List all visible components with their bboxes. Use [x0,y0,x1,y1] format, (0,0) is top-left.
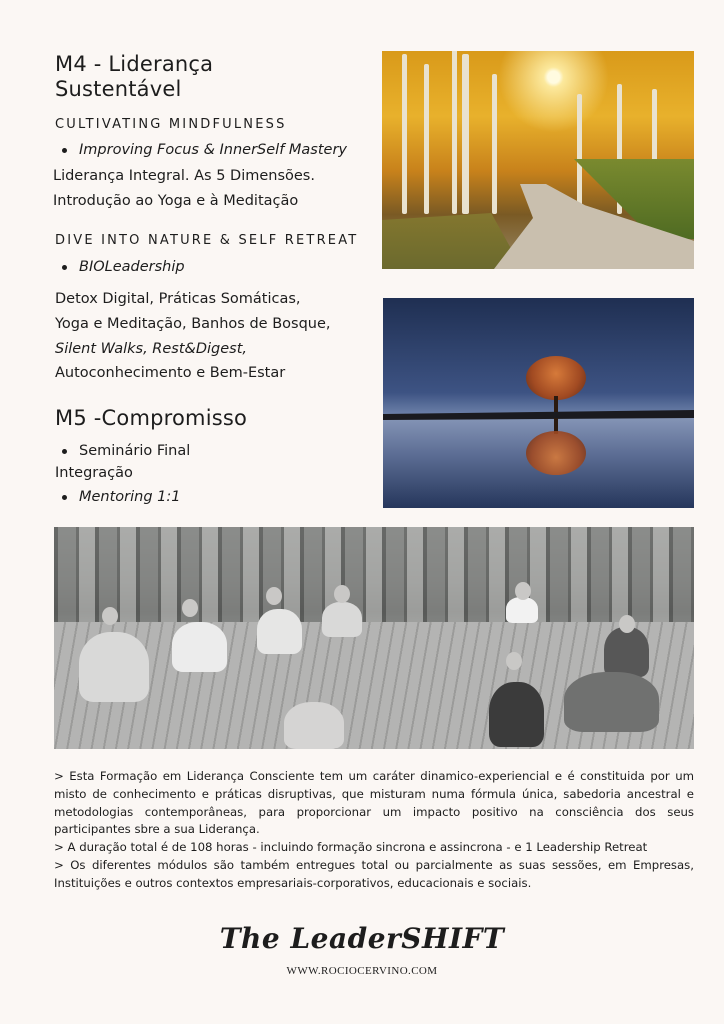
website-link[interactable]: WWW.ROCIOCERVINO.COM [286,965,438,977]
nature-line-4: Autoconhecimento e Bem-Estar [55,365,286,381]
yoga-group-photo [54,527,694,749]
m5-bullet-1 [62,443,190,459]
description-paragraph-3: > Os diferentes módulos são também entregues total ou parcialmente as suas sessões, em Empresas, Instituições e outros contextos empresariais-corporativos, educacionais e sociais. [54,857,694,890]
mindfulness-heading: CULTIVATING MINDFULNESS [55,117,287,132]
nature-line-3: Silent Walks, Rest&Digest, [55,341,248,357]
program-description [54,768,694,893]
brand-title: The LeaderSHIFT [219,922,505,955]
module-m4-title-line2: Sustentável [55,77,182,101]
bullet-dot [62,265,67,270]
mindfulness-bullet-text: Improving Focus & InnerSelf Mastery [79,142,348,158]
m5-line-1: Integração [55,465,133,481]
bullet-dot [62,495,67,500]
tree-reflection-photo [383,298,694,508]
module-m4-title-line1: M4 - Liderança [55,52,214,76]
autumn-forest-photo [382,51,694,269]
mindfulness-bullet [62,142,347,158]
module-m4-title [55,52,213,102]
nature-bullet [62,259,185,275]
nature-line-2: Yoga e Meditação, Banhos de Bosque, [55,316,331,332]
bullet-dot [62,148,67,153]
mindfulness-line-2: Introdução ao Yoga e à Meditação [53,193,299,209]
nature-bullet-text: BIOLeadership [79,259,185,275]
bullet-dot [62,449,67,454]
m5-bullet-2 [62,489,181,505]
description-paragraph-2: > A duração total é de 108 horas - incluindo formação sincrona e assincrona - e 1 Leadership Retreat [54,840,648,855]
nature-heading: DIVE INTO NATURE & SELF RETREAT [55,233,359,248]
nature-line-1: Detox Digital, Práticas Somáticas, [55,291,301,307]
m5-bullet-1-text: Seminário Final [79,443,191,459]
description-paragraph-1: > Esta Formação em Liderança Consciente tem um caráter dinamico-experiencial e é constituida por um misto de conhecimento e práticas disruptivas, que misturam numa fórmula única, sabedoria ancestral e metodologias contemporâneas, para proporcionar um impacto positivo na consciência dos seus participantes sbre a sua Liderança. [54,769,694,837]
module-m5-title: M5 -Compromisso [55,406,248,430]
mindfulness-line-1: Liderança Integral. As 5 Dimensões. [53,168,315,184]
m5-bullet-2-text: Mentoring 1:1 [79,489,181,505]
